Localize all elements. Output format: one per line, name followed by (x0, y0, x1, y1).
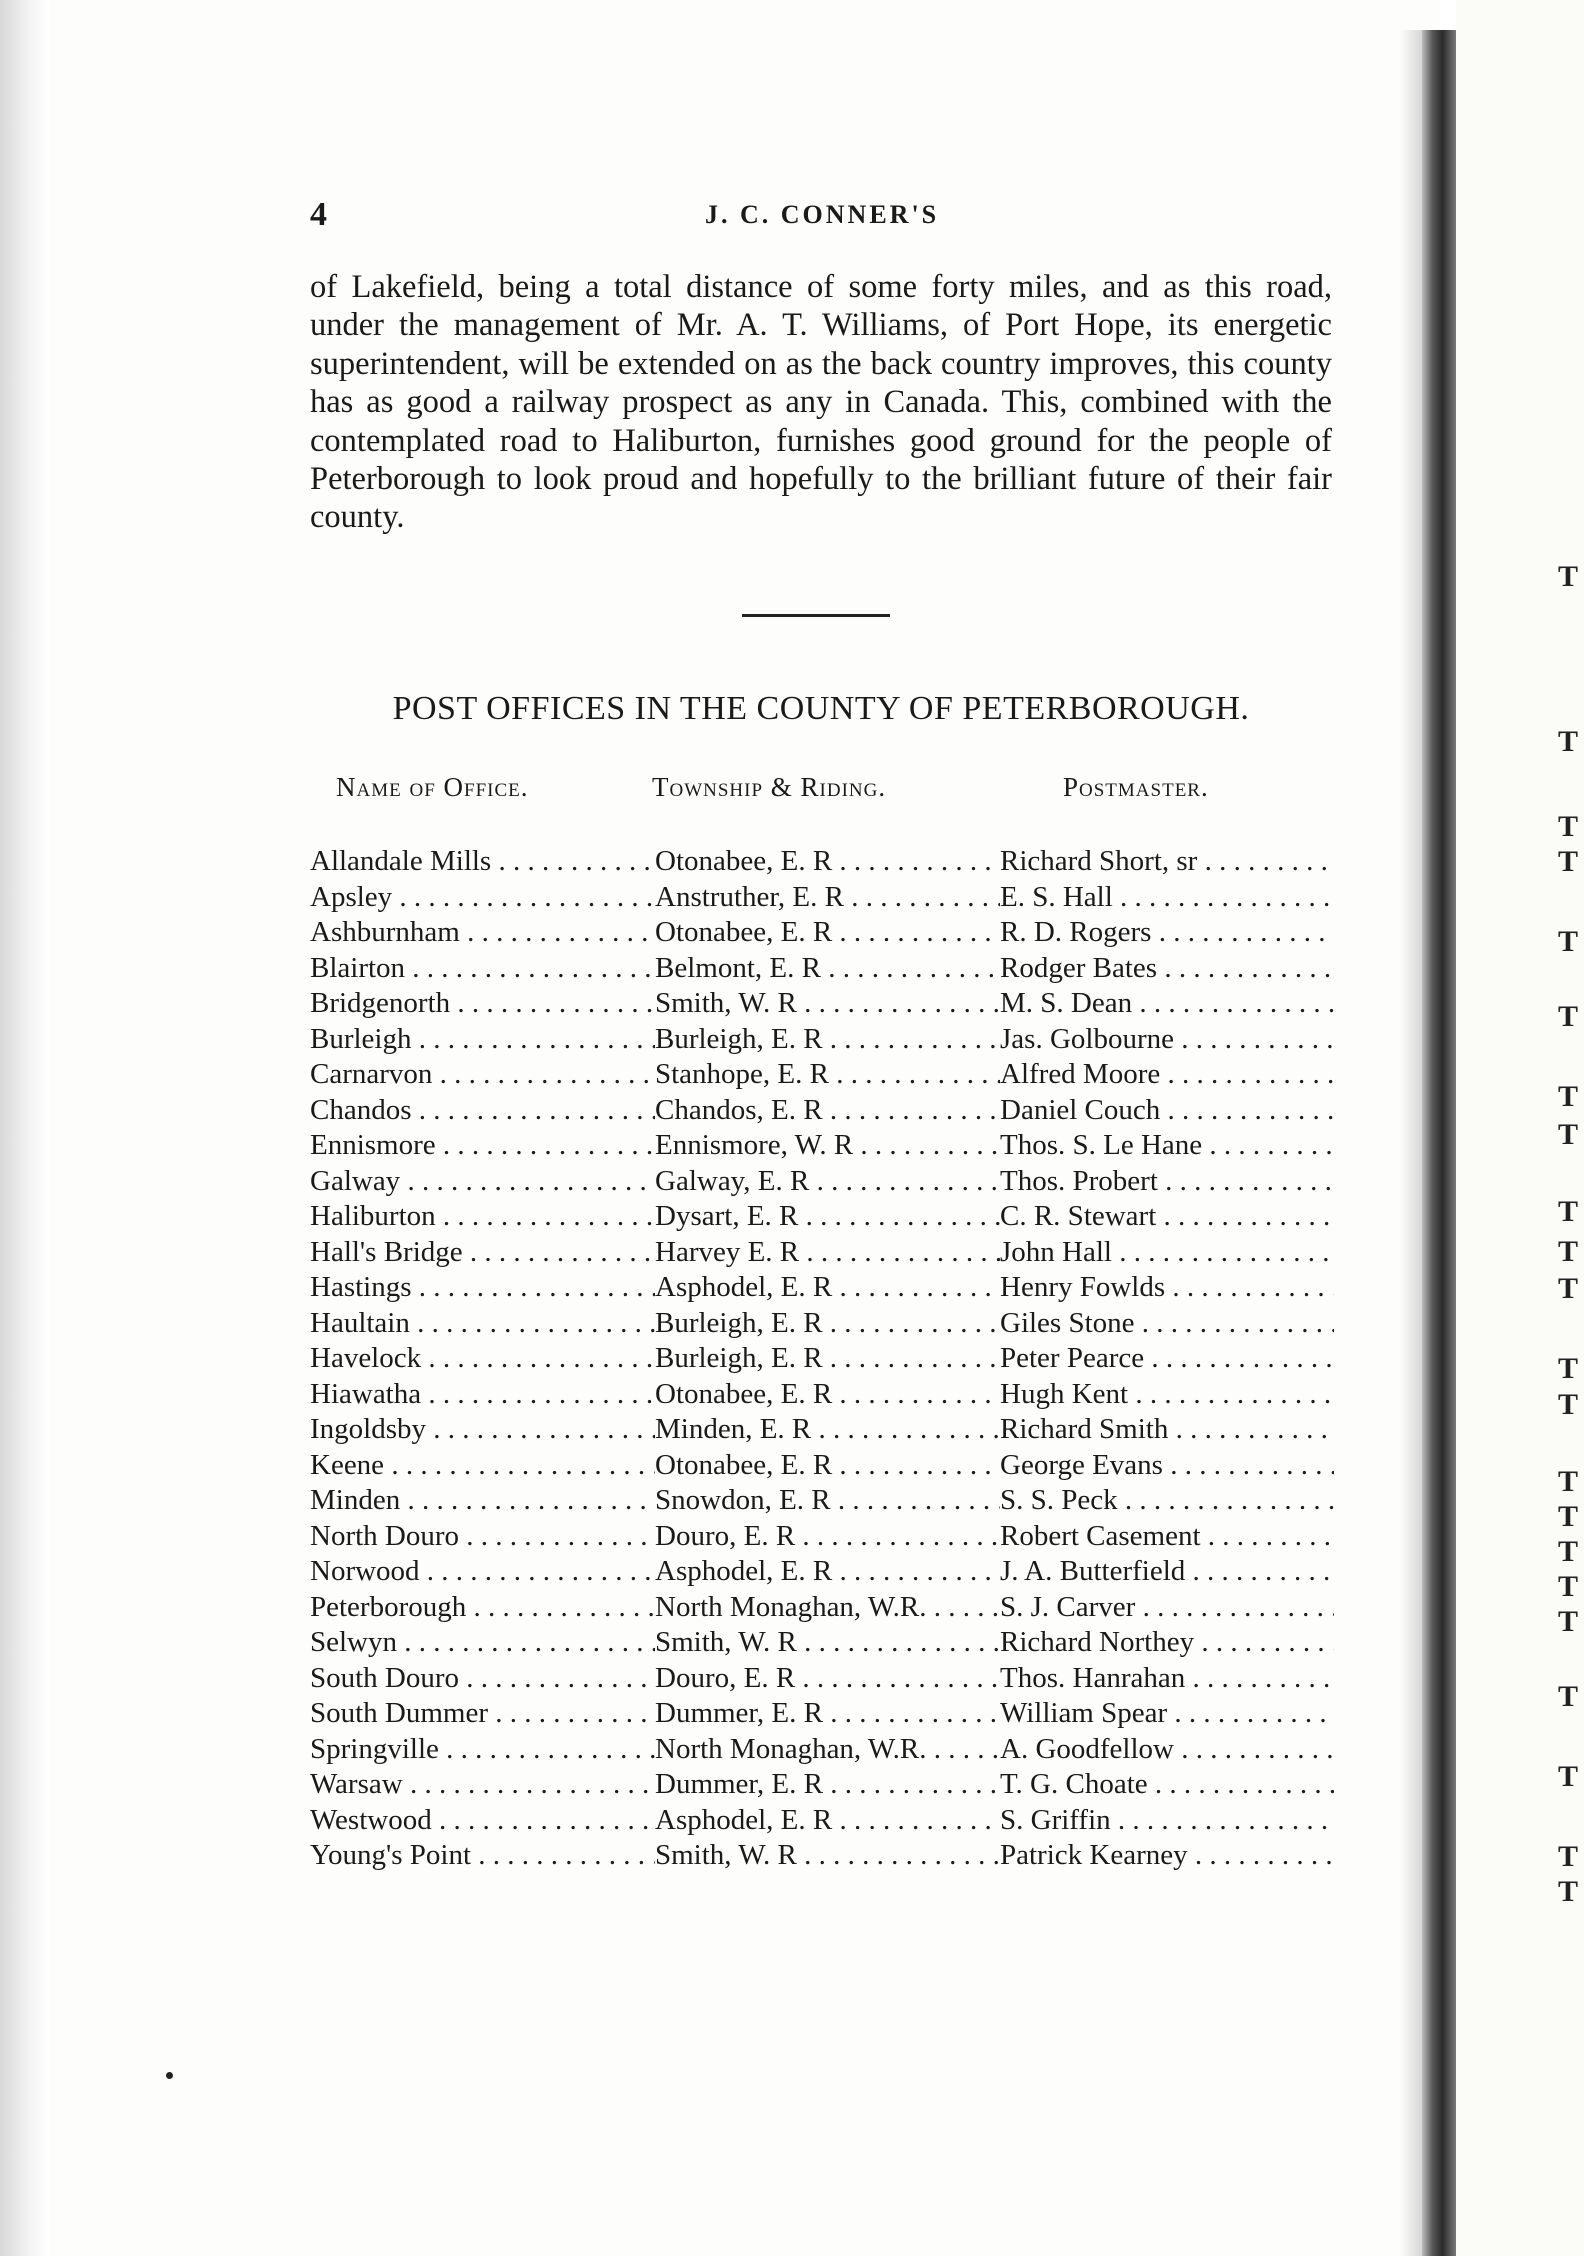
table-row (310, 1732, 1334, 1768)
postmaster-name: J. A. Butterfield . . . (1000, 1554, 1334, 1590)
office-name: Peterborough . . . (310, 1590, 655, 1626)
office-name: Westwood . . . (310, 1803, 655, 1839)
office-name: Warsaw . . . (310, 1767, 655, 1803)
township-riding: Douro, E. R . . . (655, 1661, 1000, 1697)
column-header-office: Name of Office. (336, 772, 529, 802)
office-name: Minden . . . (310, 1483, 655, 1519)
township-riding: Snowdon, E. R . . . (655, 1483, 1000, 1519)
facing-page-letter: T (1558, 1760, 1579, 1793)
township-riding: Harvey E. R . . . (655, 1235, 1000, 1271)
facing-page-letter: T (1558, 925, 1579, 958)
postmaster-name: Thos. S. Le Hane . . . (1000, 1128, 1334, 1164)
office-name: Keene . . . (310, 1448, 655, 1484)
township-riding: Dummer, E. R . . . (655, 1767, 1000, 1803)
township-riding: Otonabee, E. R . . . (655, 1377, 1000, 1413)
township-riding: Burleigh, E. R . . . (655, 1022, 1000, 1058)
township-riding: Dysart, E. R . . . (655, 1199, 1000, 1235)
page-header (310, 196, 1330, 236)
office-name: Young's Point . . . (310, 1838, 655, 1874)
facing-page-letter: T (1558, 1500, 1579, 1533)
ink-speck (166, 2072, 173, 2079)
table-row (310, 1128, 1334, 1164)
township-riding: Galway, E. R . . . (655, 1164, 1000, 1200)
postmaster-name: Robert Casement . . . (1000, 1519, 1334, 1555)
postmaster-name: C. R. Stewart . . . (1000, 1199, 1334, 1235)
table-row (310, 1448, 1334, 1484)
postmaster-name: Richard Short, sr . . . (1000, 844, 1334, 880)
office-name: Hall's Bridge . . . (310, 1235, 655, 1271)
table-row (310, 844, 1334, 880)
facing-page-letter: T (1558, 1352, 1579, 1385)
facing-page-letter: T (1558, 725, 1579, 758)
table-row (310, 1554, 1334, 1590)
facing-page-letter: T (1558, 1235, 1579, 1268)
township-riding: North Monaghan, W.R. . . . (655, 1732, 1000, 1768)
township-riding: Smith, W. R . . . (655, 1838, 1000, 1874)
office-name: Springville . . . (310, 1732, 655, 1768)
table-row (310, 1022, 1334, 1058)
township-riding: Otonabee, E. R . . . (655, 915, 1000, 951)
table-row (310, 1341, 1334, 1377)
post-office-list (310, 844, 1334, 1874)
office-name: Burleigh . . . (310, 1022, 655, 1058)
table-row (310, 1625, 1334, 1661)
postmaster-name: Jas. Golbourne . . . (1000, 1022, 1334, 1058)
table-row (310, 1093, 1334, 1129)
section-title: POST OFFICES IN THE COUNTY OF PETERBOROUGH. (392, 690, 1250, 727)
table-row (310, 1412, 1334, 1448)
scan-left-margin (0, 0, 50, 2256)
office-name: Apsley . . . (310, 880, 655, 916)
table-row (310, 1306, 1334, 1342)
postmaster-name: M. S. Dean . . . (1000, 986, 1334, 1022)
office-name: Ashburnham . . . (310, 915, 655, 951)
office-name: Hiawatha . . . (310, 1377, 655, 1413)
office-name: Carnarvon . . . (310, 1057, 655, 1093)
postmaster-name: Alfred Moore . . . (1000, 1057, 1334, 1093)
table-row (310, 986, 1334, 1022)
office-name: Haultain . . . (310, 1306, 655, 1342)
office-name: South Dummer . . . (310, 1696, 655, 1732)
gutter-shadow (1400, 30, 1422, 2256)
postmaster-name: Thos. Hanrahan . . . (1000, 1661, 1334, 1697)
postmaster-name: S. S. Peck . . . (1000, 1483, 1334, 1519)
postmaster-name: Rodger Bates . . . (1000, 951, 1334, 987)
postmaster-name: E. S. Hall . . . (1000, 880, 1334, 916)
table-row (310, 1199, 1334, 1235)
township-riding: Belmont, E. R . . . (655, 951, 1000, 987)
table-row (310, 1377, 1334, 1413)
table-row (310, 1235, 1334, 1271)
table-row (310, 1519, 1334, 1555)
table-row (310, 951, 1334, 987)
table-row (310, 1767, 1334, 1803)
table-row (310, 1057, 1334, 1093)
postmaster-name: William Spear . . . (1000, 1696, 1334, 1732)
township-riding: Minden, E. R . . . (655, 1412, 1000, 1448)
postmaster-name: Henry Fowlds . . . (1000, 1270, 1334, 1306)
township-riding: Otonabee, E. R . . . (655, 1448, 1000, 1484)
township-riding: Douro, E. R . . . (655, 1519, 1000, 1555)
table-row (310, 1483, 1334, 1519)
facing-page-letter: T (1558, 1535, 1579, 1568)
postmaster-name: Peter Pearce . . . (1000, 1341, 1334, 1377)
office-name: Allandale Mills . . . (310, 844, 655, 880)
township-riding: Asphodel, E. R . . . (655, 1803, 1000, 1839)
facing-page-letter: T (1558, 1570, 1579, 1603)
township-riding: Burleigh, E. R . . . (655, 1306, 1000, 1342)
postmaster-name: R. D. Rogers . . . (1000, 915, 1334, 951)
postmaster-name: Richard Northey . . . (1000, 1625, 1334, 1661)
township-riding: Smith, W. R . . . (655, 1625, 1000, 1661)
table-row (310, 1661, 1334, 1697)
office-name: South Douro . . . (310, 1661, 655, 1697)
township-riding: Burleigh, E. R . . . (655, 1341, 1000, 1377)
office-name: Galway . . . (310, 1164, 655, 1200)
facing-page-letter: T (1558, 1840, 1579, 1873)
office-name: Haliburton . . . (310, 1199, 655, 1235)
postmaster-name: T. G. Choate . . . (1000, 1767, 1334, 1803)
office-name: Ennismore . . . (310, 1128, 655, 1164)
office-name: Selwyn . . . (310, 1625, 655, 1661)
body-paragraph: of Lakefield, being a total distance of some forty miles, and as this road, under the management of Mr. A. T. Williams, of Port Hope, its energetic superintendent, will be extended on as the back country improves, this county has as good a railway prospect as any in Canada. This, combined with the contemplated road to Haliburton, furnishes good ground for the people of Peterborough to look proud and hopefully to the brilliant future of their fair county. (310, 269, 1332, 536)
facing-page-letter: T (1558, 1388, 1579, 1421)
column-header-township: Township & Riding. (652, 772, 887, 802)
postmaster-name: George Evans . . . (1000, 1448, 1334, 1484)
facing-page-letter: T (1558, 1118, 1579, 1151)
table-row (310, 880, 1334, 916)
township-riding: Chandos, E. R . . . (655, 1093, 1000, 1129)
postmaster-name: Giles Stone . . . (1000, 1306, 1334, 1342)
table-row (310, 1164, 1334, 1200)
township-riding: Asphodel, E. R . . . (655, 1270, 1000, 1306)
book-spine (1422, 30, 1456, 2256)
township-riding: Asphodel, E. R . . . (655, 1554, 1000, 1590)
office-name: Chandos . . . (310, 1093, 655, 1129)
township-riding: Smith, W. R . . . (655, 986, 1000, 1022)
postmaster-name: Daniel Couch . . . (1000, 1093, 1334, 1129)
facing-page-letter: T (1558, 1875, 1579, 1908)
table-row (310, 1270, 1334, 1306)
township-riding: Dummer, E. R . . . (655, 1696, 1000, 1732)
township-riding: Anstruther, E. R . . . (655, 880, 1000, 916)
office-name: Havelock . . . (310, 1341, 655, 1377)
facing-page-letter: T (1558, 810, 1579, 843)
postmaster-name: Thos. Probert . . . (1000, 1164, 1334, 1200)
office-name: Bridgenorth . . . (310, 986, 655, 1022)
postmaster-name: Richard Smith . . . (1000, 1412, 1334, 1448)
section-divider (742, 614, 890, 617)
office-name: Blairton . . . (310, 951, 655, 987)
table-row (310, 1590, 1334, 1626)
table-row (310, 1696, 1334, 1732)
facing-page-letter: T (1558, 1195, 1579, 1228)
office-name: Norwood . . . (310, 1554, 655, 1590)
office-name: Hastings . . . (310, 1270, 655, 1306)
column-header-postmaster: Postmaster. (1063, 772, 1209, 802)
table-row (310, 1803, 1334, 1839)
table-row (310, 1838, 1334, 1874)
facing-page-letter: T (1558, 1272, 1579, 1305)
facing-page-letter: T (1558, 1465, 1579, 1498)
facing-page-letter: T (1558, 845, 1579, 878)
running-head: J. C. CONNER'S (705, 200, 940, 229)
township-riding: North Monaghan, W.R. . . . (655, 1590, 1000, 1626)
postmaster-name: S. Griffin . . . (1000, 1803, 1334, 1839)
postmaster-name: A. Goodfellow . . . (1000, 1732, 1334, 1768)
page-number: 4 (310, 196, 327, 233)
office-name: Ingoldsby . . . (310, 1412, 655, 1448)
township-riding: Stanhope, E. R . . . (655, 1057, 1000, 1093)
table-row (310, 915, 1334, 951)
facing-page-letter: T (1558, 1000, 1579, 1033)
facing-page-letter: T (1558, 560, 1579, 593)
facing-page-letter: T (1558, 1680, 1579, 1713)
postmaster-name: Hugh Kent . . . (1000, 1377, 1334, 1413)
postmaster-name: S. J. Carver . . . (1000, 1590, 1334, 1626)
township-riding: Otonabee, E. R . . . (655, 844, 1000, 880)
postmaster-name: John Hall . . . (1000, 1235, 1334, 1271)
facing-page-letter: T (1558, 1080, 1579, 1113)
township-riding: Ennismore, W. R . . . (655, 1128, 1000, 1164)
postmaster-name: Patrick Kearney . . . (1000, 1838, 1334, 1874)
office-name: North Douro . . . (310, 1519, 655, 1555)
facing-page-letter: T (1558, 1605, 1579, 1638)
